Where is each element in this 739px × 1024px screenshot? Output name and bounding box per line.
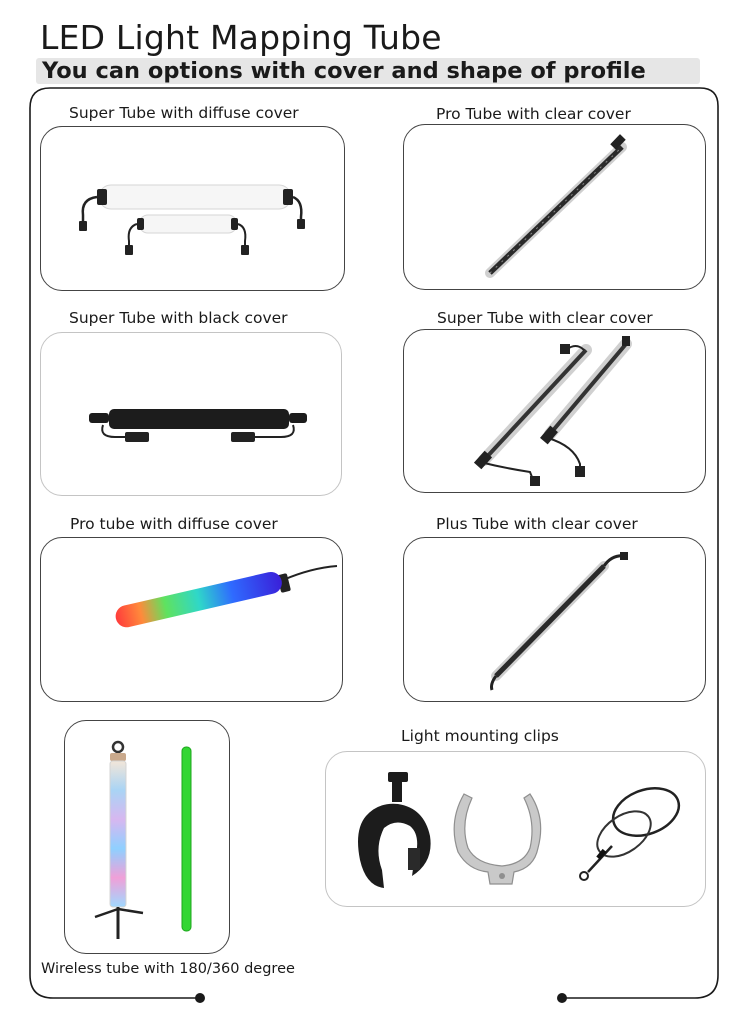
clips-label: Light mounting clips — [401, 727, 559, 745]
product-card-super-diffuse[interactable] — [40, 126, 345, 291]
product-card-super-clear[interactable] — [403, 329, 706, 493]
pro-tube-clear-image — [404, 125, 706, 290]
super-tube-clear-image — [404, 330, 706, 493]
product-label-super-clear: Super Tube with clear cover — [437, 309, 653, 327]
quick-clamp-icon — [358, 772, 431, 888]
wireless-tube-image — [65, 721, 230, 954]
clips-image — [326, 752, 706, 907]
product-label-pro-clear: Pro Tube with clear cover — [436, 105, 631, 123]
plus-tube-clear-image — [404, 538, 706, 702]
frame-dot-left — [195, 993, 205, 1003]
page-title: LED Light Mapping Tube — [40, 18, 442, 57]
clips-card[interactable] — [325, 751, 706, 907]
super-tube-diffuse-image — [41, 127, 345, 291]
wireless-tube-card[interactable] — [64, 720, 230, 954]
safety-cable-icon — [580, 780, 685, 880]
product-card-pro-clear[interactable] — [403, 124, 706, 290]
product-card-plus-clear[interactable] — [403, 537, 706, 702]
metal-clip-icon — [454, 794, 541, 884]
frame-dot-right — [557, 993, 567, 1003]
product-label-plus-clear: Plus Tube with clear cover — [436, 515, 638, 533]
product-card-super-black[interactable] — [40, 332, 342, 496]
product-card-pro-diffuse[interactable] — [40, 537, 343, 702]
product-label-super-diffuse: Super Tube with diffuse cover — [69, 104, 299, 122]
product-label-super-black: Super Tube with black cover — [69, 309, 288, 327]
pro-tube-diffuse-image — [41, 538, 343, 702]
super-tube-black-image — [41, 333, 342, 496]
product-label-pro-diffuse: Pro tube with diffuse cover — [70, 515, 278, 533]
page-subtitle: You can options with cover and shape of profile — [36, 58, 700, 84]
wireless-tube-label: Wireless tube with 180/360 degree — [41, 961, 295, 977]
